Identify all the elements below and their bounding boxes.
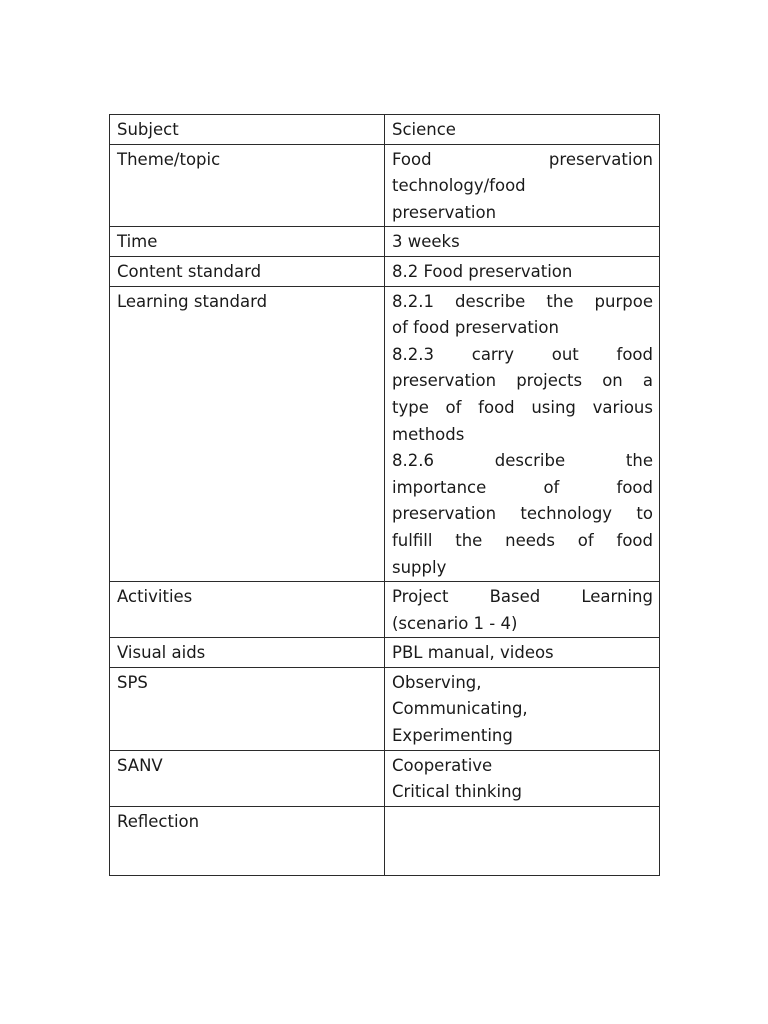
sps-value	[385, 667, 660, 750]
table-row	[110, 227, 660, 257]
sps-line: Experimenting	[392, 726, 513, 746]
theme-label: Theme/topic	[110, 144, 385, 227]
theme-line: Food preservation	[392, 149, 653, 169]
learning-standard-line: of food preservation	[392, 318, 559, 338]
sps-label: SPS	[110, 667, 385, 750]
table-row	[110, 806, 660, 875]
content-standard-label: Content standard	[110, 256, 385, 286]
theme-value	[385, 144, 660, 227]
sanv-line: Critical thinking	[392, 782, 522, 802]
sps-line: Observing,	[392, 672, 482, 692]
sps-line: Communicating,	[392, 699, 528, 719]
subject-value: Science	[385, 115, 660, 145]
content-standard-value: 8.2 Food preservation	[385, 256, 660, 286]
learning-standard-line: 8.2.3 carry out food	[392, 344, 653, 364]
table-row	[110, 144, 660, 227]
learning-standard-line: preservation technology to	[392, 504, 653, 524]
time-label: Time	[110, 227, 385, 257]
theme-line: preservation	[392, 202, 497, 222]
visual-aids-value: PBL manual, videos	[385, 638, 660, 668]
learning-standard-label: Learning standard	[110, 286, 385, 582]
sanv-label: SANV	[110, 750, 385, 806]
lesson-plan-table	[109, 114, 660, 876]
learning-standard-line: supply	[392, 557, 447, 577]
table-row	[110, 256, 660, 286]
theme-line: technology/food	[392, 176, 526, 196]
table-row	[110, 286, 660, 582]
visual-aids-label: Visual aids	[110, 638, 385, 668]
learning-standard-line: fulfill the needs of food	[392, 530, 653, 550]
activities-value	[385, 582, 660, 638]
learning-standard-line: preservation projects on a	[392, 371, 653, 391]
activities-line: (scenario 1 - 4)	[392, 613, 518, 633]
sanv-value	[385, 750, 660, 806]
learning-standard-value	[385, 286, 660, 582]
table-row	[110, 115, 660, 145]
reflection-label: Reflection	[110, 806, 385, 875]
reflection-value	[385, 806, 660, 875]
table-row	[110, 667, 660, 750]
activities-line: Project Based Learning	[392, 587, 653, 607]
learning-standard-line: importance of food	[392, 477, 653, 497]
table-row	[110, 582, 660, 638]
learning-standard-line: 8.2.6 describe the	[392, 451, 653, 471]
table-row	[110, 750, 660, 806]
time-value: 3 weeks	[385, 227, 660, 257]
sanv-line: Cooperative	[392, 755, 493, 775]
learning-standard-line: methods	[392, 424, 465, 444]
activities-label: Activities	[110, 582, 385, 638]
subject-label: Subject	[110, 115, 385, 145]
learning-standard-line: 8.2.1 describe the purpoe	[392, 291, 653, 311]
learning-standard-line: type of food using various	[392, 397, 653, 417]
table-row	[110, 638, 660, 668]
